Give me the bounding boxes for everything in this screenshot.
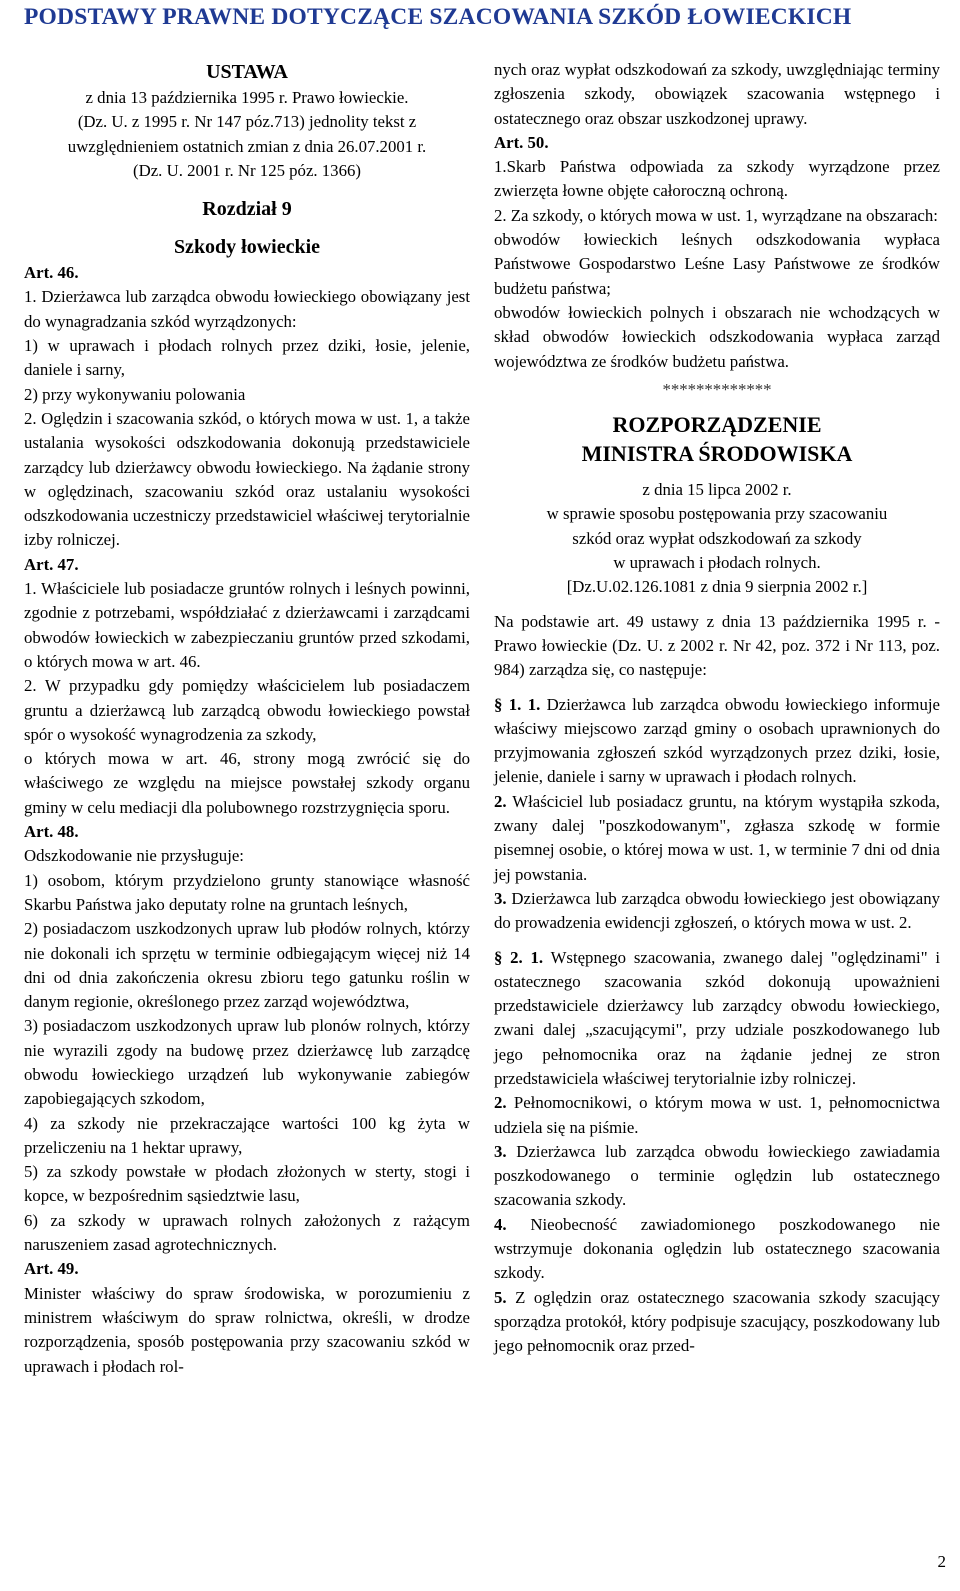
article-48-heading: Art. 48. bbox=[24, 822, 79, 842]
article-paragraph: 2) posiadaczom uszkodzonych upraw lub płodów rolnych, którzy nie dokonali ich sprzętu w terminie odbiegającym więcej niż 14 dni od dnia zakończenia okresu zbioru tego gatunku roślin w danym regionie, określonego przez zarząd województwa, bbox=[24, 919, 470, 1012]
chapter-heading: Rozdział 9 bbox=[202, 198, 292, 221]
paragraph-item bbox=[494, 693, 940, 790]
right-column bbox=[494, 58, 940, 1359]
article-paragraph: 2. W przypadku gdy pomiędzy właścicielem lub posiadaczem gruntu a dzierżawcą lub zarządcą obwodu łowieckiego powstał spór o wysokość wynagrodzenia za szkody, bbox=[24, 676, 470, 744]
regulation-metadata-line: w uprawach i płodach rolnych. bbox=[613, 553, 821, 573]
article-paragraph: obwodów łowieckich leśnych odszkodowania wypłaca Państwowe Gospodarstwo Leśne Lasy Państwowe ze środków budżetu państwa; bbox=[494, 230, 940, 298]
paragraph-number: § 1. 1. bbox=[494, 694, 541, 714]
article-49-continuation: nych oraz wypłat odszkodowań za szkody, uwzględniając terminy zgłoszenia szkody, obowiązek szacowania wstępnego i ostatecznego oraz obszar uszkodzonej uprawy. bbox=[494, 60, 940, 128]
article-46-heading: Art. 46. bbox=[24, 263, 79, 283]
act-metadata-line: (Dz. U. 2001 r. Nr 125 póz. 1366) bbox=[133, 160, 361, 180]
article-paragraph: o których mowa w art. 46, strony mogą zwrócić się do właściwego ze względu na miejsce powstałej szkody organu gminy w celu mediacji dla polubownego rozstrzygnięcia sporu. bbox=[24, 749, 470, 817]
article-paragraph: 2) przy wykonywaniu polowania bbox=[24, 384, 246, 404]
article-paragraph: 4) za szkody nie przekraczające wartości 100 kg żyta w przeliczeniu na 1 hektar uprawy, bbox=[24, 1113, 470, 1157]
paragraph-text: Dzierżawca lub zarządca obwodu łowieckiego informuje właściwy miejscowo zarząd gminy o osobach uprawnionych do przyjmowania zgłoszeń szkód wyrządzonych przez dziki, łosie, jelenie, daniele i sarny w uprawach i płodach rolnych. bbox=[494, 694, 940, 787]
article-paragraph: 2. Oględzin i szacowania szkód, o których mowa w ust. 1, a także ustalania wysokości odszkodowania dokonują przedstawiciele zarządcy lub dzierżawcy obwodu łowieckiego. Na żądanie strony w oględzinach, szacowaniu szkód oraz ustalaniu wysokości odszkodowania uczestniczy przedstawiciel właściwej terytorialnie izby rolniczej. bbox=[24, 408, 470, 550]
paragraph-number: 2. bbox=[494, 791, 507, 811]
paragraph-item bbox=[494, 1286, 940, 1359]
regulation-metadata-line: [Dz.U.02.126.1081 z dnia 9 sierpnia 2002 r.] bbox=[566, 577, 868, 597]
article-paragraph: 5) za szkody powstałe w płodach złożonych w sterty, stogi i kopce, w bezpośrednim sąsiedztwie lasu, bbox=[24, 1162, 470, 1206]
regulation-metadata bbox=[494, 478, 940, 599]
left-column bbox=[24, 58, 470, 1379]
paragraph-item bbox=[494, 946, 940, 1092]
paragraph-text: Nieobecność zawiadomionego poszkodowanego nie wstrzymuje dokonania oględzin lub ostatecznego szacowania szkody. bbox=[494, 1214, 940, 1283]
paragraph-item bbox=[494, 790, 940, 887]
article-47-body bbox=[24, 577, 470, 820]
act-metadata-line: (Dz. U. z 1995 r. Nr 147 póz.713) jednolity tekst z bbox=[77, 112, 417, 132]
article-47-heading: Art. 47. bbox=[24, 554, 79, 574]
paragraph-2 bbox=[494, 946, 940, 1359]
article-49-heading: Art. 49. bbox=[24, 1259, 79, 1279]
article-49-body: Minister właściwy do spraw środowiska, w porozumieniu z ministrem właściwym do spraw rolnictwa, określi, w drodze rozporządzenia, sposób postępowania przy szacowaniu szkód w uprawach i płodach rol- bbox=[24, 1283, 470, 1376]
paragraph-number: 4. bbox=[494, 1214, 507, 1234]
paragraph-item bbox=[494, 1140, 940, 1213]
regulation-metadata-line: szkód oraz wypłat odszkodowań za szkody bbox=[572, 528, 862, 548]
paragraph-item bbox=[494, 887, 940, 936]
regulation-preamble: Na podstawie art. 49 ustawy z dnia 13 października 1995 r. - Prawo łowieckie (Dz. U. z 2002 r. Nr 42, poz. 372 i Nr 113, poz. 984) zarządza się, co następuje: bbox=[494, 611, 940, 680]
paragraph-number: 3. bbox=[494, 1141, 507, 1161]
article-46-body bbox=[24, 285, 470, 552]
regulation-title bbox=[494, 410, 940, 468]
article-paragraph: 1. Dzierżawca lub zarządca obwodu łowieckiego obowiązany jest do wynagradzania szkód wyrządzonych: bbox=[24, 287, 470, 331]
article-paragraph: 3) posiadaczom uszkodzonych upraw lub plonów rolnych, którzy nie wyrazili zgody na budowę przez dzierżawcę lub zarządcę obwodu łowieckiego urządzeń lub wykonywanie zabiegów zapobiegających szkodom, bbox=[24, 1016, 470, 1109]
regulation-metadata-line: z dnia 15 lipca 2002 r. bbox=[642, 480, 792, 500]
regulation-title-line: MINISTRA ŚRODOWISKA bbox=[581, 441, 853, 467]
paragraph-1 bbox=[494, 693, 940, 936]
paragraph-number: § 2. 1. bbox=[494, 947, 544, 967]
article-paragraph: 1) w uprawach i płodach rolnych przez dziki, łosie, jelenie, daniele i sarny, bbox=[24, 336, 470, 380]
article-paragraph: 2. Za szkody, o których mowa w ust. 1, wyrządzane na obszarach: bbox=[494, 205, 938, 225]
paragraph-number: 5. bbox=[494, 1287, 507, 1307]
chapter-title: Szkody łowieckie bbox=[173, 236, 321, 259]
act-metadata-line: z dnia 13 października 1995 r. Prawo łowieckie. bbox=[85, 88, 409, 107]
page-title: PODSTAWY PRAWNE DOTYCZĄCE SZACOWANIA SZKÓD ŁOWIECKICH bbox=[24, 4, 852, 30]
article-paragraph: Odszkodowanie nie przysługuje: bbox=[24, 846, 244, 866]
article-48-body bbox=[24, 844, 470, 1257]
paragraph-item bbox=[494, 1213, 940, 1286]
paragraph-text: Z oględzin oraz ostatecznego szacowania szkody szacujący sporządza protokół, który podpisuje szacujący, poszkodowany lub jego pełnomocnik oraz przed- bbox=[494, 1287, 940, 1356]
paragraph-number: 2. bbox=[494, 1093, 507, 1113]
paragraph-number: 3. bbox=[494, 888, 507, 908]
paragraph-text: Dzierżawca lub zarządca obwodu łowieckiego zawiadamia poszkodowanego o terminie oględzin lub ostatecznego szacowania szkody. bbox=[494, 1141, 940, 1210]
article-paragraph: 6) za szkody w uprawach rolnych założonych z rażącym naruszeniem zasad agrotechnicznych. bbox=[24, 1210, 470, 1255]
article-paragraph: 1) osobom, którym przydzielono grunty stanowiące własność Skarbu Państwa jako deputaty rolne na gruntach leśnych, bbox=[24, 870, 470, 914]
paragraph-text: Dzierżawca lub zarządca obwodu łowieckiego jest obowiązany do prowadzenia ewidencji zgłoszeń, o których mowa w ust. 2. bbox=[494, 888, 940, 933]
act-metadata bbox=[24, 86, 470, 183]
article-paragraph: 1.Skarb Państwa odpowiada za szkody wyrządzone przez zwierzęta łowne objęte całoroczną ochroną. bbox=[494, 157, 940, 201]
paragraph-text: Wstępnego szacowania, zwanego dalej "oględzinami" i ostatecznego szacowania szkód dokonują upoważnieni przedstawiciele dzierżawcy lub zarządcy obwodu łowieckiego, zwani dalej „szacującymi", przy udziale poszkodowanego lub jego pełnomocnika oraz na żądanie jednej ze stron przedstawiciela właściwej terytorialnie izby rolniczej. bbox=[494, 947, 941, 1088]
article-50-body bbox=[494, 155, 940, 374]
paragraph-text: Pełnomocnikowi, o którym mowa w ust. 1, pełnomocnictwa udziela się na piśmie. bbox=[494, 1093, 940, 1137]
paragraph-text: Właściciel lub posiadacz gruntu, na którym wystąpiła szkoda, zwany dalej "poszkodowanym", zgłasza szkodę w formie pisemnej osobie, o której mowa w ust. 1, w terminie 7 dni od dnia jej powstania. bbox=[494, 791, 940, 884]
regulation-title-line: ROZPORZĄDZENIE bbox=[612, 412, 822, 438]
section-separator: ************* bbox=[662, 379, 772, 399]
article-50-heading: Art. 50. bbox=[494, 132, 549, 152]
article-paragraph: obwodów łowieckich polnych i obszarach nie wchodzących w skład obwodów łowieckich odszkodowania wypłaca zarząd województwa ze środków budżetu państwa. bbox=[494, 302, 940, 371]
article-paragraph: 1. Właściciele lub posiadacze gruntów rolnych i leśnych powinni, zgodnie z potrzebami, współdziałać z dzierżawcami i zarządcami obwodów łowieckich w zabezpieczaniu gruntów przed szkodami, o których mowa w art. 46. bbox=[24, 579, 470, 671]
paragraph-item bbox=[494, 1091, 940, 1140]
regulation-metadata-line: w sprawie sposobu postępowania przy szacowaniu bbox=[546, 504, 888, 524]
page-number: 2 bbox=[937, 1552, 946, 1571]
act-title: USTAWA bbox=[206, 61, 288, 83]
act-metadata-line: uwzględnieniem ostatnich zmian z dnia 26.07.2001 r. bbox=[67, 136, 427, 156]
